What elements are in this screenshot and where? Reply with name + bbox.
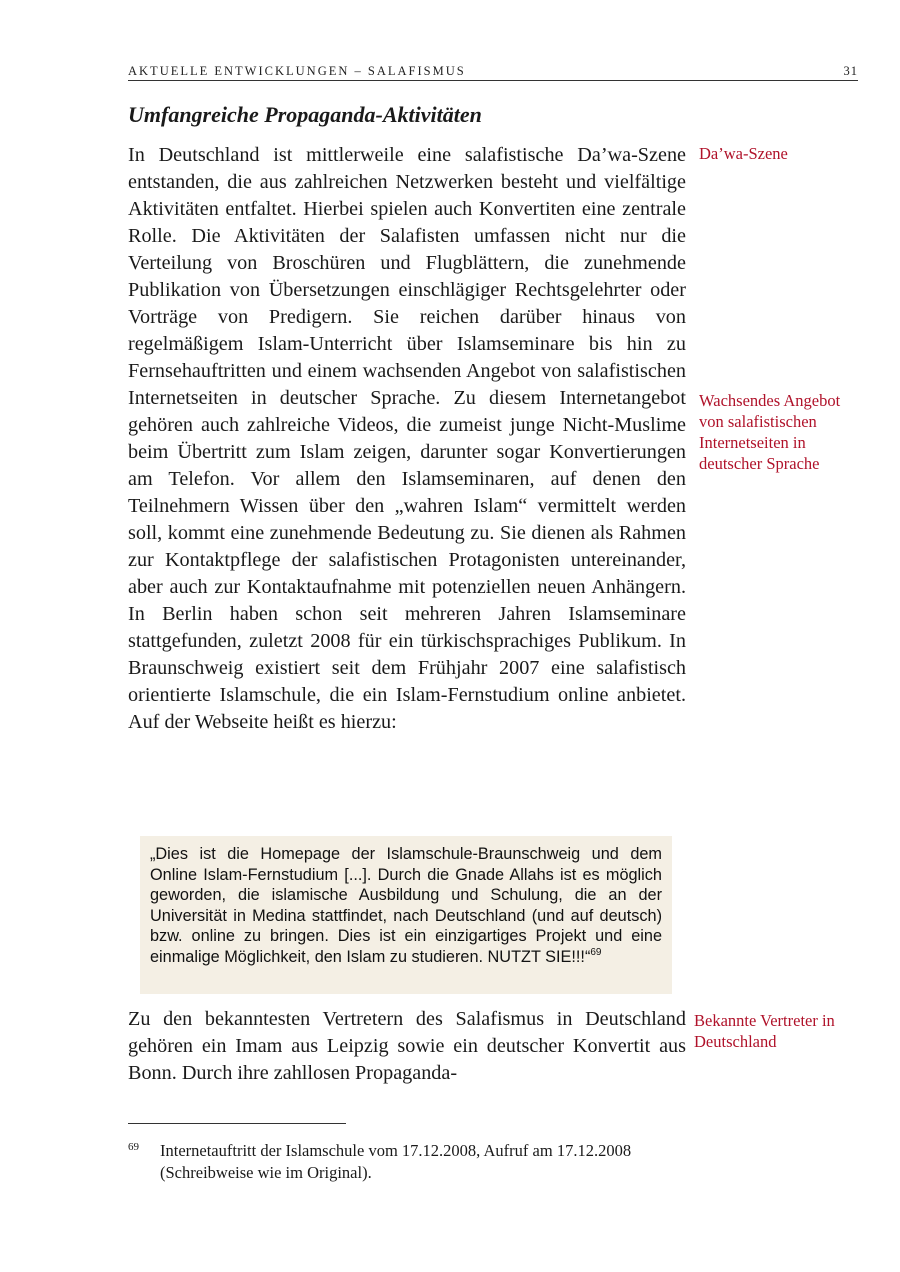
quote-box — [140, 836, 672, 994]
margin-note-dawa-szene: Da’wa-Szene — [699, 144, 788, 163]
margin-note-internet-angebot: Wachsendes Angebot von salafistischen Internetseiten in deutscher Sprache — [699, 391, 841, 473]
footnote-number: 69 — [128, 1141, 139, 1153]
running-header — [128, 62, 858, 81]
page-number: 31 — [843, 64, 858, 78]
margin-note-bekannte-vertreter: Bekannte Vertreter in Deutschland — [694, 1011, 835, 1051]
quote-text: „Dies ist die Homepage der Islamschule-Braunschweig und dem Online Islam-Fernstudium [...]. Durch die Gnade Allahs ist es möglich geworden, die islamische Ausbildung und Schulung, die an der Universität in Medina stattfindet, nach Deutschland (und auf deutsch) bzw. online zu bringen. Dies ist ein einzigartiges Projekt und eine einmalige Möglichkeit, den Islam zu studieren. NUTZT SIE!!!“ — [150, 845, 662, 966]
footnote-divider — [128, 1123, 346, 1124]
section-heading: Umfangreiche Propaganda-Aktivitäten — [128, 102, 482, 127]
body-paragraph: Zu den bekanntesten Vertretern des Salafismus in Deutschland gehören ein Imam aus Leipzig sowie ein deutscher Konvertit aus Bonn. Durch ihre zahllosen Propaganda- — [128, 1008, 686, 1084]
quote-footnote-ref[interactable]: 69 — [590, 946, 602, 958]
running-title: AKTUELLE ENTWICKLUNGEN – SALAFISMUS — [128, 64, 466, 78]
footnote-text: Internetauftritt der Islamschule vom 17.12.2008, Aufruf am 17.12.2008 (Schreibweise wie im Original). — [160, 1141, 632, 1182]
body-paragraph: In Deutschland ist mittlerweile eine salafistische Da’wa-Szene entstanden, die aus zahlreichen Netzwerken besteht und vielfältige Aktivitäten entfaltet. Hierbei spielen auch Konvertiten eine zentrale Rolle. Die Aktivitäten der Salafisten umfassen nicht nur die Verteilung von Broschüren und Flugblättern, die zunehmende Publikation von Übersetzungen einschlägiger Rechtsgelehrter oder Vorträge von Predigern. Sie reichen darüber hinaus von regelmäßigem Islam-Unterricht über Islamseminare bis hin zu Fernsehauftritten und einem wachsenden Angebot von salafistischen Internetseiten in deutscher Sprache. Zu diesem Internetangebot gehören auch zahlreiche Videos, die zumeist junge Nicht-Muslime beim Übertritt zum Islam zeigen, darunter sogar Konvertierungen am Telefon. Vor allem den Islamseminaren, auf denen den Teilnehmern Wissen über den „wahren Islam“ vermittelt werden soll, kommt eine zunehmende Bedeutung zu. Sie dienen als Rahmen zur Kontaktpflege der salafistischen Protagonisten untereinander, aber auch zur Kontaktaufnahme mit potenziellen neuen Anhängern. In Berlin haben schon seit mehreren Jahren Islamseminare stattgefunden, zuletzt 2008 für ein türkischsprachiges Publikum. In Braunschweig existiert seit dem Frühjahr 2007 eine salafistisch orientierte Islamschule, die ein Islam-Fernstudium online anbietet. Auf der Webseite heißt es hierzu: — [128, 144, 686, 733]
